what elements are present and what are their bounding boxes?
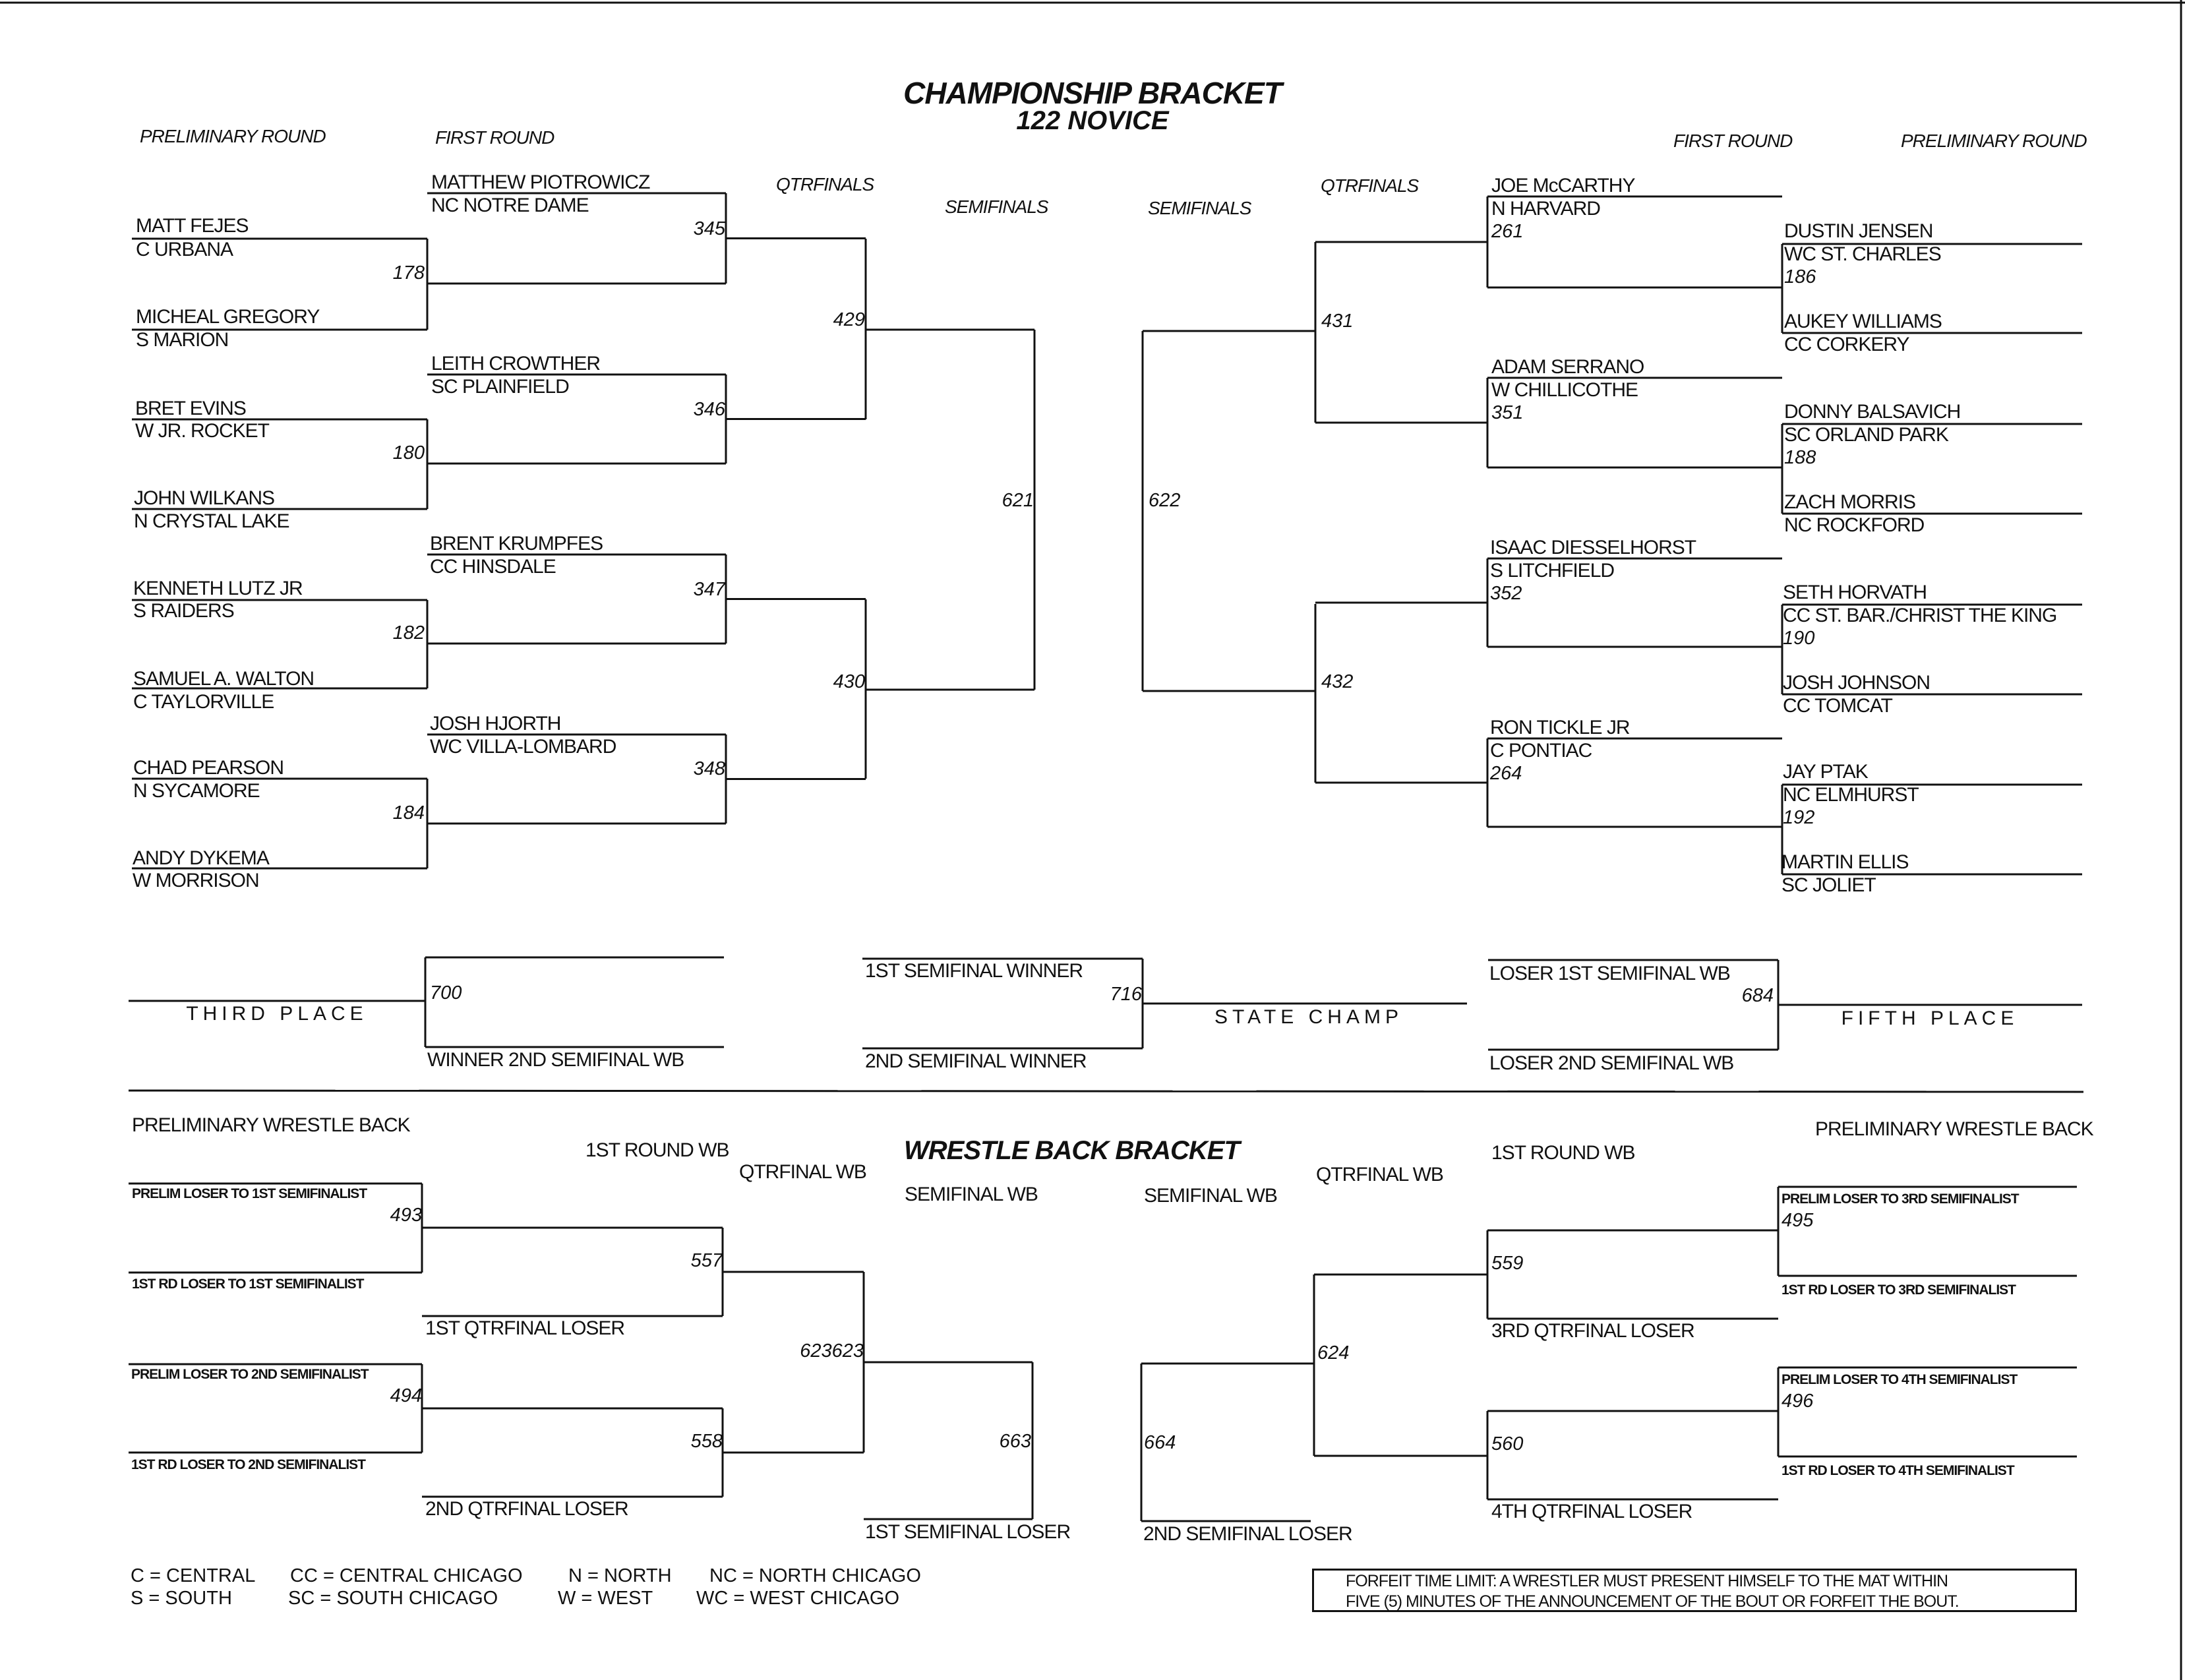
wb-semi-right-label: SEMIFINAL WB	[1144, 1185, 1277, 1207]
right-prelim-name-8: MARTIN ELLIS	[1781, 851, 1909, 873]
left-prelim-team-2: S MARION	[136, 329, 229, 351]
left-first-team-1: NC NOTRE DAME	[431, 195, 589, 216]
legend-west: W = WEST	[558, 1588, 653, 1609]
legend-central: C = CENTRAL	[131, 1565, 256, 1586]
fifth-bottom-label: LOSER 2ND SEMIFINAL WB	[1489, 1052, 1734, 1074]
right-first-name-3: ISAAC DIESSELHORST	[1490, 537, 1696, 558]
left-prelim-team-4: N CRYSTAL LAKE	[134, 510, 289, 532]
wb-left-r1-bottom: 1ST QTRFINAL LOSER	[425, 1317, 625, 1339]
wb-right-prelim1-bout: 495	[1781, 1210, 1814, 1231]
left-prelim-name-8: ANDY DYKEMA	[133, 847, 269, 869]
right-first-bout-4: 264	[1490, 763, 1522, 784]
left-first-bout-1: 345	[693, 218, 725, 239]
third-place-bottom: WINNER 2ND SEMIFINAL WB	[427, 1049, 684, 1071]
wb-left-semi-bottom: 1ST SEMIFINAL LOSER	[865, 1521, 1071, 1543]
wb-right-semi-bottom: 2ND SEMIFINAL LOSER	[1143, 1523, 1352, 1545]
forfeit-line-2: FIVE (5) MINUTES OF THE ANNOUNCEMENT OF THE BOUT OR FORFEIT THE BOUT.	[1346, 1592, 1959, 1611]
wb-prelim-right-label: PRELIMINARY WRESTLE BACK	[1815, 1118, 2093, 1140]
wb-right-r1-bout: 559	[1491, 1253, 1524, 1274]
wrestle-back-title: WRESTLE BACK BRACKET	[904, 1136, 1240, 1165]
right-prelim-bout-1: 186	[1784, 266, 1816, 287]
right-prelim-team-7: NC ELMHURST	[1783, 784, 1919, 806]
wb-right-prelim2-bout: 496	[1781, 1391, 1814, 1412]
fifth-place-label: FIFTH PLACE	[1841, 1007, 2019, 1029]
right-qtr-bout-2: 432	[1321, 671, 1354, 692]
left-prelim-team-3: W JR. ROCKET	[135, 420, 269, 442]
right-first-name-2: ADAM SERRANO	[1491, 356, 1644, 378]
right-first-team-1: N HARVARD	[1491, 198, 1600, 220]
right-prelim-bout-2: 188	[1784, 447, 1816, 468]
left-prelim-name-1: MATT FEJES	[136, 215, 249, 237]
left-prelim-team-8: W MORRISON	[133, 870, 259, 891]
left-first-bout-2: 346	[693, 399, 725, 420]
wb-right-prelim1-top: PRELIM LOSER TO 3RD SEMIFINALIST	[1781, 1191, 2019, 1207]
left-prelim-bout-3: 182	[392, 622, 425, 644]
legend-central-chicago: CC = CENTRAL CHICAGO	[290, 1565, 523, 1586]
wb-left-prelim1-top: PRELIM LOSER TO 1ST SEMIFINALIST	[132, 1186, 367, 1201]
right-first-name-4: RON TICKLE JR	[1490, 717, 1630, 738]
wb-first-right-label: 1ST ROUND WB	[1491, 1142, 1635, 1164]
left-semi-bout: 621	[1002, 490, 1034, 511]
left-prelim-team-6: C TAYLORVILLE	[133, 691, 274, 713]
third-place-label: THIRD PLACE	[186, 1003, 368, 1025]
wb-left-r2-bottom: 2ND QTRFINAL LOSER	[425, 1498, 628, 1520]
wb-right-semi-bout: 664	[1144, 1432, 1176, 1453]
left-prelim-bout-2: 180	[392, 442, 425, 464]
round-label-prelim-left: PRELIMINARY ROUND	[140, 126, 326, 146]
third-place-bout: 700	[430, 982, 462, 1004]
wb-right-qtr-bout: 624	[1317, 1342, 1350, 1364]
right-prelim-team-6: CC TOMCAT	[1783, 695, 1893, 717]
wb-left-prelim1-bout: 493	[390, 1205, 422, 1226]
fifth-place-bout: 684	[1741, 985, 1774, 1006]
champ-top-label: 1ST SEMIFINAL WINNER	[865, 960, 1083, 982]
right-prelim-bout-4: 192	[1783, 807, 1815, 828]
right-first-bout-2: 351	[1491, 402, 1524, 423]
right-first-name-1: JOE McCARTHY	[1491, 175, 1635, 196]
right-prelim-name-3: DONNY BALSAVICH	[1784, 401, 1961, 423]
right-prelim-team-4: NC ROCKFORD	[1784, 514, 1925, 536]
right-first-team-3: S LITCHFIELD	[1490, 560, 1615, 582]
wb-prelim-left-label: PRELIMINARY WRESTLE BACK	[132, 1114, 410, 1136]
left-prelim-team-1: C URBANA	[136, 239, 233, 260]
left-prelim-name-4: JOHN WILKANS	[134, 487, 275, 509]
round-label-first-right: FIRST ROUND	[1673, 131, 1793, 151]
left-qtr-bout-1: 429	[833, 309, 865, 330]
wb-right-r1-bottom: 3RD QTRFINAL LOSER	[1491, 1320, 1694, 1342]
wb-left-semi-bout: 663	[999, 1431, 1031, 1452]
right-prelim-name-4: ZACH MORRIS	[1784, 491, 1915, 513]
right-prelim-name-1: DUSTIN JENSEN	[1784, 220, 1933, 242]
right-prelim-bout-3: 190	[1783, 628, 1815, 649]
right-prelim-name-6: JOSH JOHNSON	[1783, 672, 1931, 694]
legend-south: S = SOUTH	[131, 1588, 232, 1609]
wb-right-prelim1-bottom: 1ST RD LOSER TO 3RD SEMIFINALIST	[1781, 1282, 2016, 1298]
wb-left-prelim2-top: PRELIM LOSER TO 2ND SEMIFINALIST	[131, 1367, 369, 1382]
champ-bout: 716	[1110, 984, 1142, 1005]
right-prelim-name-5: SETH HORVATH	[1783, 582, 1927, 603]
left-prelim-name-7: CHAD PEARSON	[133, 757, 284, 779]
round-label-qtr-right: QTRFINALS	[1321, 175, 1419, 196]
page-subtitle: 122 NOVICE	[1016, 106, 1169, 135]
left-prelim-name-2: MICHEAL GREGORY	[136, 306, 320, 328]
right-first-bout-1: 261	[1491, 221, 1524, 242]
left-prelim-team-5: S RAIDERS	[133, 600, 234, 622]
right-prelim-team-2: CC CORKERY	[1784, 334, 1909, 355]
round-label-prelim-right: PRELIMINARY ROUND	[1901, 131, 2087, 151]
legend-north-chicago: NC = NORTH CHICAGO	[709, 1565, 921, 1586]
right-prelim-name-2: AUKEY WILLIAMS	[1784, 311, 1942, 332]
state-champ-label: STATE CHAMP	[1214, 1006, 1403, 1028]
wb-right-r2-bout: 560	[1491, 1433, 1524, 1455]
wb-left-r1-bout: 557	[690, 1250, 723, 1271]
left-first-team-4: WC VILLA-LOMBARD	[430, 736, 616, 758]
left-first-name-1: MATTHEW PIOTROWICZ	[431, 171, 650, 193]
right-prelim-team-1: WC ST. CHARLES	[1784, 243, 1941, 265]
wb-left-prelim2-bottom: 1ST RD LOSER TO 2ND SEMIFINALIST	[131, 1457, 365, 1472]
right-first-bout-3: 352	[1490, 583, 1522, 604]
right-prelim-team-8: SC JOLIET	[1781, 874, 1876, 896]
wb-semi-left-label: SEMIFINAL WB	[905, 1184, 1038, 1205]
left-first-name-2: LEITH CROWTHER	[431, 353, 600, 375]
right-first-team-4: C PONTIAC	[1490, 740, 1592, 762]
wb-left-qtr-bout: 623623	[800, 1340, 864, 1362]
wb-left-r2-bout: 558	[690, 1431, 723, 1452]
left-prelim-name-5: KENNETH LUTZ JR	[133, 578, 303, 599]
right-qtr-bout-1: 431	[1321, 311, 1354, 332]
fifth-top-label: LOSER 1ST SEMIFINAL WB	[1489, 963, 1730, 984]
round-label-semi-right: SEMIFINALS	[1148, 198, 1251, 218]
left-qtr-bout-2: 430	[833, 671, 865, 692]
left-prelim-team-7: N SYCAMORE	[133, 780, 260, 802]
legend-south-chicago: SC = SOUTH CHICAGO	[288, 1588, 498, 1609]
right-first-team-2: W CHILLICOTHE	[1491, 379, 1638, 401]
left-prelim-name-6: SAMUEL A. WALTON	[133, 668, 314, 690]
right-prelim-team-5: CC ST. BAR./CHRIST THE KING	[1783, 605, 2057, 626]
wb-right-prelim2-top: PRELIM LOSER TO 4TH SEMIFINALIST	[1781, 1372, 2018, 1387]
wb-left-prelim2-bout: 494	[390, 1385, 422, 1406]
wb-left-prelim1-bottom: 1ST RD LOSER TO 1ST SEMIFINALIST	[132, 1276, 364, 1292]
wb-first-left-label: 1ST ROUND WB	[585, 1139, 729, 1161]
left-first-bout-3: 347	[693, 579, 725, 600]
wb-qtr-left-label: QTRFINAL WB	[739, 1161, 866, 1183]
left-first-team-3: CC HINSDALE	[430, 556, 556, 578]
legend-west-chicago: WC = WEST CHICAGO	[696, 1588, 900, 1609]
wb-right-r2-bottom: 4TH QTRFINAL LOSER	[1491, 1501, 1692, 1522]
left-prelim-bout-1: 178	[392, 262, 425, 284]
forfeit-notice	[1312, 1569, 2077, 1612]
forfeit-line-1: FORFEIT TIME LIMIT: A WRESTLER MUST PRESENT HIMSELF TO THE MAT WITHIN	[1346, 1572, 1948, 1590]
right-prelim-name-7: JAY PTAK	[1783, 761, 1868, 783]
wb-right-prelim2-bottom: 1ST RD LOSER TO 4TH SEMIFINALIST	[1781, 1463, 2014, 1478]
right-semi-bout: 622	[1149, 490, 1181, 511]
section-divider	[129, 1091, 2083, 1092]
right-prelim-team-3: SC ORLAND PARK	[1784, 424, 1948, 446]
left-first-bout-4: 348	[693, 758, 725, 779]
round-label-first-left: FIRST ROUND	[435, 127, 554, 148]
left-first-team-2: SC PLAINFIELD	[431, 376, 569, 398]
left-first-name-3: BRENT KRUMPFES	[430, 533, 603, 555]
left-first-name-4: JOSH HJORTH	[430, 713, 561, 735]
left-prelim-bout-4: 184	[392, 802, 425, 824]
page-title: CHAMPIONSHIP BRACKET	[903, 76, 1282, 110]
left-prelim-name-3: BRET EVINS	[135, 398, 246, 419]
wb-qtr-right-label: QTRFINAL WB	[1316, 1164, 1443, 1185]
round-label-semi-left: SEMIFINALS	[945, 196, 1048, 217]
round-label-qtr-left: QTRFINALS	[776, 174, 874, 195]
legend-north: N = NORTH	[568, 1565, 672, 1586]
champ-bottom-label: 2ND SEMIFINAL WINNER	[865, 1050, 1087, 1072]
